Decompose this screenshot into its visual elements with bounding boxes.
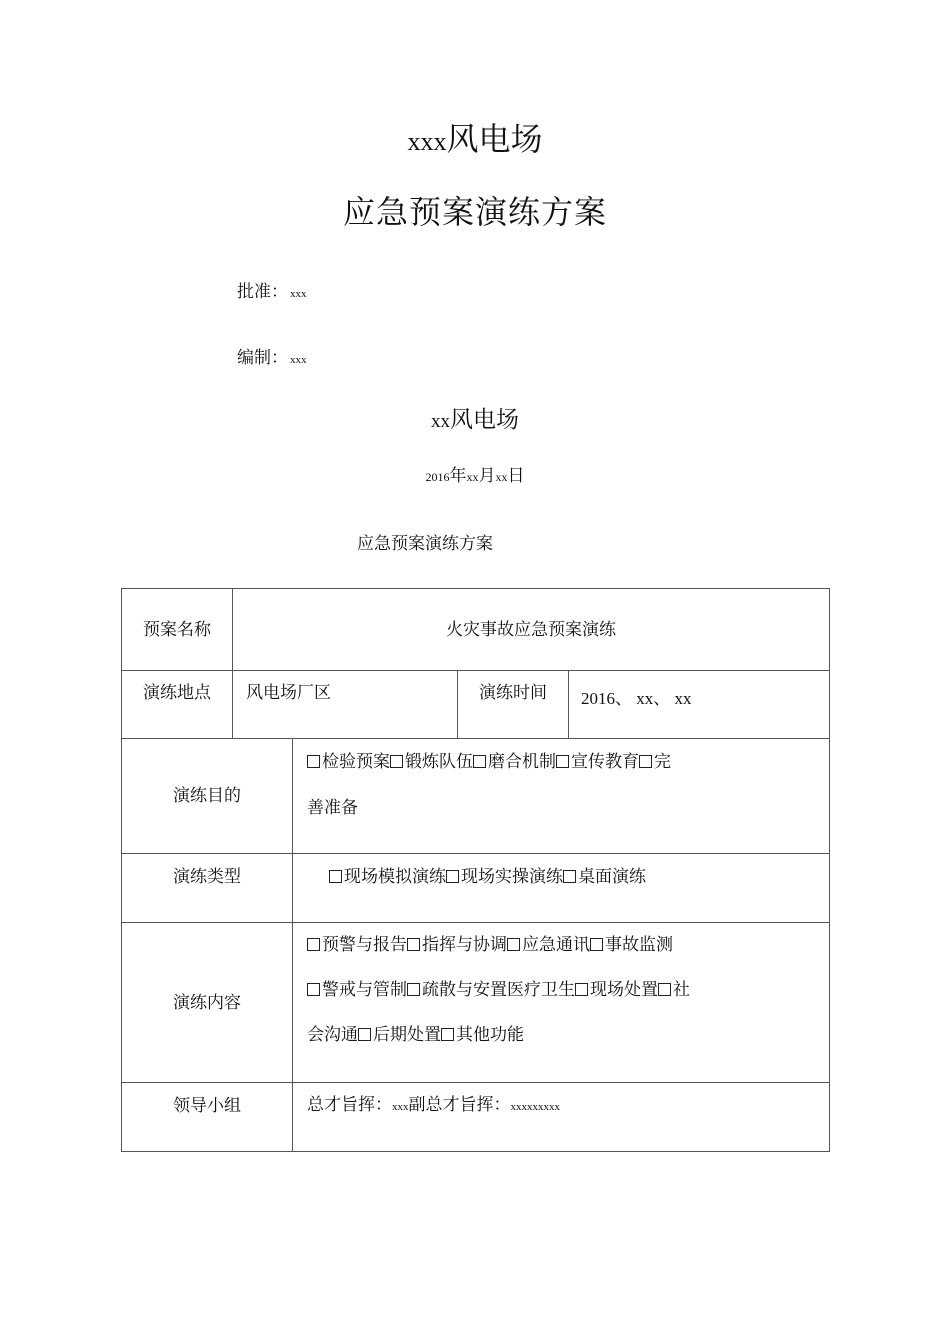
cover-org-prefix: xxx [407, 127, 447, 156]
checkbox[interactable] [441, 1028, 454, 1041]
commander-value: xxx [392, 1101, 409, 1113]
name-label: 预案名称 [122, 589, 233, 671]
purpose-options [293, 739, 830, 854]
time-value: 2016、 xx、 xx [569, 671, 830, 739]
option-label: 警戒与管制 [322, 980, 407, 1000]
option-label: 其他功能 [456, 1025, 524, 1045]
purpose-label: 演练目的 [122, 739, 293, 854]
table-row [122, 854, 830, 923]
issue-date [0, 464, 950, 489]
checkbox[interactable] [507, 938, 520, 951]
checkbox[interactable] [563, 870, 576, 883]
checkbox[interactable] [307, 755, 320, 768]
leader-label: 领导小组 [122, 1083, 293, 1152]
type-label: 演练类型 [122, 854, 293, 923]
checkbox[interactable] [590, 938, 603, 951]
content-line-3 [307, 1023, 829, 1047]
purpose-line-1 [307, 750, 829, 774]
table-row [122, 739, 830, 854]
checkbox[interactable] [307, 938, 320, 951]
option-label: 事故监测 [605, 935, 673, 955]
option-label: 现场处置 [590, 980, 658, 1000]
content-label: 演练内容 [122, 923, 293, 1083]
checkbox[interactable] [658, 983, 671, 996]
checkbox[interactable] [446, 870, 459, 883]
option-label: 指挥与协调 [422, 935, 507, 955]
option-label: 疏散与安置医疗卫生 [422, 980, 575, 1000]
date-month: xx [466, 470, 479, 484]
checkbox[interactable] [390, 755, 403, 768]
checkbox[interactable] [407, 983, 420, 996]
table-row [122, 923, 830, 1083]
checkbox[interactable] [307, 983, 320, 996]
type-options [293, 854, 830, 923]
time-label: 演练时间 [458, 671, 569, 739]
cover-org-suffix: 风电场 [446, 120, 543, 158]
content-line-1 [307, 933, 829, 957]
checkbox[interactable] [329, 870, 342, 883]
option-label: 完 [654, 752, 671, 772]
option-label: 社 [673, 980, 690, 1000]
option-label: 磨合机制 [488, 752, 556, 772]
option-label: 桌面演练 [578, 867, 646, 887]
option-label: 锻炼队伍 [405, 752, 473, 772]
location-label: 演练地点 [122, 671, 233, 739]
date-year-unit: 年 [449, 466, 467, 486]
table-row [122, 1083, 830, 1152]
option-label: 现场实操演练 [461, 867, 563, 887]
purpose-tail: 善准备 [307, 798, 358, 818]
option-label: 应急通讯 [522, 935, 590, 955]
option-label: 现场模拟演练 [344, 867, 446, 887]
content-options [293, 923, 830, 1083]
issuer-suffix: 风电场 [450, 407, 519, 433]
option-label: 预警与报告 [322, 935, 407, 955]
commander-label: 总才旨挥： [307, 1095, 392, 1115]
date-year: 2016 [425, 470, 450, 484]
option-label: 检验预案 [322, 752, 390, 772]
editor-value: xxx [290, 354, 307, 366]
checkbox[interactable] [575, 983, 588, 996]
option-label: 后期处置 [373, 1025, 441, 1045]
checkbox[interactable] [556, 755, 569, 768]
name-value: 火灾事故应急预案演练 [233, 589, 830, 671]
cover-title: 应急预案演练方案 [342, 193, 607, 231]
issuer-name [0, 404, 950, 438]
plan-heading: 应急预案演练方案 [357, 534, 493, 554]
checkbox[interactable] [407, 938, 420, 951]
table-row [122, 589, 830, 671]
approve-label: 批准： [237, 282, 288, 302]
date-day-unit: 日 [507, 466, 525, 486]
cover-org-title [0, 118, 950, 163]
editor-label: 编制： [237, 348, 288, 368]
date-day: xx [495, 470, 508, 484]
editor-line [237, 346, 307, 372]
option-label: 宣传教育 [571, 752, 639, 772]
location-value: 风电场厂区 [233, 671, 458, 739]
deputy-label: 副总才旨挥： [408, 1095, 511, 1115]
content-line-2 [307, 978, 829, 1002]
checkbox[interactable] [473, 755, 486, 768]
issuer-prefix: xx [431, 411, 450, 432]
table-row [122, 671, 830, 739]
plan-table [121, 588, 830, 1152]
checkbox[interactable] [639, 755, 652, 768]
deputy-value: xxxxxxxxx [510, 1101, 560, 1113]
approve-line [237, 280, 307, 306]
leader-value [293, 1083, 830, 1152]
option-label: 会沟通 [307, 1025, 358, 1045]
checkbox[interactable] [358, 1028, 371, 1041]
approve-value: xxx [290, 288, 307, 300]
date-month-unit: 月 [478, 466, 496, 486]
